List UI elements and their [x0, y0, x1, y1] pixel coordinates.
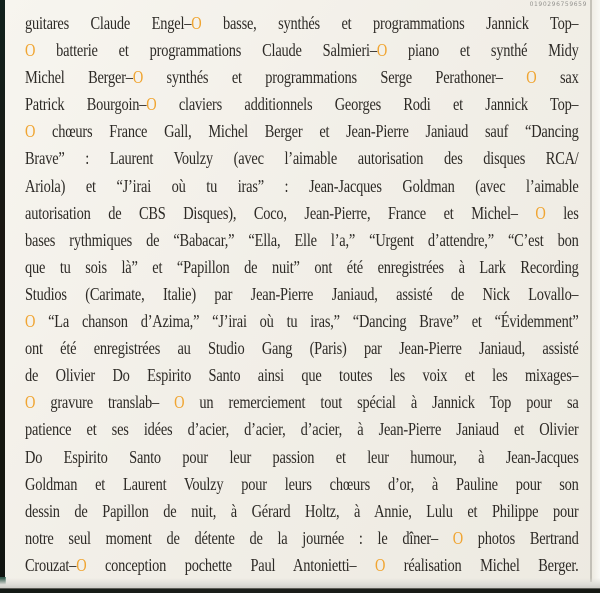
o-bullet-icon: O [76, 554, 87, 575]
credits-text: autorisation de CBS Disques), Coco, Jean-Pierre, France et Michel– [25, 202, 536, 223]
o-bullet-icon: O [526, 67, 537, 88]
credits-text: basse, synthés et programmations Jannick Top– [201, 13, 579, 33]
credits-text: ont été enregistrées au Studio Gang (Paris) par Jean-Pierre Janiaud, assisté [25, 338, 579, 359]
credits-line [25, 91, 579, 118]
credits-line [25, 10, 579, 37]
credits-text: patience et ses idées d’acier, d’acier, d’acier, à Jean-Pierre Janiaud et Olivier [25, 419, 579, 440]
o-bullet-icon: O [374, 554, 386, 575]
credits-text: notre seul moment de détente de la journée : le dîner– [25, 527, 453, 548]
credits-line [25, 281, 579, 308]
credits-text: batterie et programmations Claude Salmieri– [35, 40, 377, 61]
credits-text: synthés et programmations Serge Perathoner– [143, 67, 527, 88]
o-bullet-icon: O [191, 13, 202, 33]
credits-line [25, 471, 579, 498]
credits-text: les [545, 202, 579, 223]
credits-text: que tu sois là” et “Papillon de nuit” ont été enregistrées à Lark Recording [25, 256, 579, 277]
credits-line [25, 227, 579, 254]
credits-text: Brave” : Laurent Voulzy (avec l’aimable autorisation des disques RCA/ [25, 148, 579, 169]
credits-line [25, 37, 579, 64]
o-bullet-icon: O [174, 392, 185, 413]
credits-text: Studios (Carimate, Italie) par Jean-Pierre Janiaud, assisté de Nick Lovallo– [25, 283, 579, 304]
credits-text: un remerciement tout spécial à Jannick Top pour sa [184, 392, 579, 413]
booklet-fold-line [590, 0, 592, 582]
credits-text: photos Bertrand [462, 527, 579, 548]
credits-line [25, 64, 579, 91]
o-bullet-icon: O [146, 94, 157, 115]
credits-line [25, 173, 579, 200]
credits-text: piano et synthé Midy [387, 40, 579, 61]
credits-line [25, 552, 579, 579]
scan-edge-right [592, 0, 600, 584]
credits-line [25, 498, 579, 525]
credits-text: bases rythmiques de “Babacar,” “Ella, Elle l’a,” “Urgent d’attendre,” “C’est bon [25, 229, 579, 250]
o-bullet-icon: O [25, 311, 36, 332]
credits-text: Patrick Bourgoin– [25, 94, 147, 115]
o-bullet-icon: O [535, 202, 546, 223]
credits-line [25, 389, 579, 416]
credits-text: “La chanson d’Azima,” “J’irai où tu iras,” “Dancing Brave” et “Évidemment” [35, 311, 579, 332]
credits-text: Goldman et Laurent Voulzy pour leurs chœurs d’or, à Pauline pour son [25, 473, 579, 494]
credits-text: Crouzat– [25, 554, 77, 575]
o-bullet-icon: O [25, 121, 36, 142]
credits-line [25, 200, 579, 227]
credits-line [25, 335, 579, 362]
credits-text: Michel Berger– [25, 67, 133, 88]
o-bullet-icon: O [452, 527, 463, 548]
credits-line [25, 362, 579, 389]
o-bullet-icon: O [25, 392, 36, 413]
credits-text: réalisation Michel Berger. [385, 554, 579, 575]
credits-line [25, 145, 579, 172]
credits-line [25, 416, 579, 443]
o-bullet-icon: O [25, 40, 36, 61]
credits-text: dessin de Papillon de nuit, à Gérard Holtz, à Annie, Lulu et Philippe pour [25, 500, 579, 521]
credits-line [25, 444, 579, 471]
o-bullet-icon: O [376, 40, 388, 61]
scan-edge-bottom [0, 588, 600, 593]
credits-text: Ariola) et “J’irai où tu iras” : Jean-Jacques Goldman (avec l’aimable [25, 175, 579, 196]
credits-text: chœurs France Gall, Michel Berger et Jean-Pierre Janiaud sauf “Dancing [35, 121, 579, 142]
credits-text: sax [536, 67, 579, 88]
credits-block [25, 10, 579, 579]
credits-text: de Olivier Do Espirito Santo ainsi que toutes les voix et les mixages– [25, 365, 579, 386]
credits-text: conception pochette Paul Antonietti– [86, 554, 375, 575]
credits-line [25, 525, 579, 552]
credits-line [25, 308, 579, 335]
o-bullet-icon: O [132, 67, 144, 88]
credits-text: gravure translab– [35, 392, 175, 413]
scan-edge-left [0, 0, 5, 586]
credits-text: guitares Claude Engel– [25, 13, 192, 33]
credits-text: claviers additionnels Georges Rodi et Jannick Top– [156, 94, 579, 115]
credits-text: Do Espirito Santo pour leur passion et leur humour, à Jean-Jacques [25, 446, 579, 467]
credits-line [25, 118, 579, 145]
barcode-number: 0190296759659 [529, 1, 587, 8]
credits-line [25, 254, 579, 281]
